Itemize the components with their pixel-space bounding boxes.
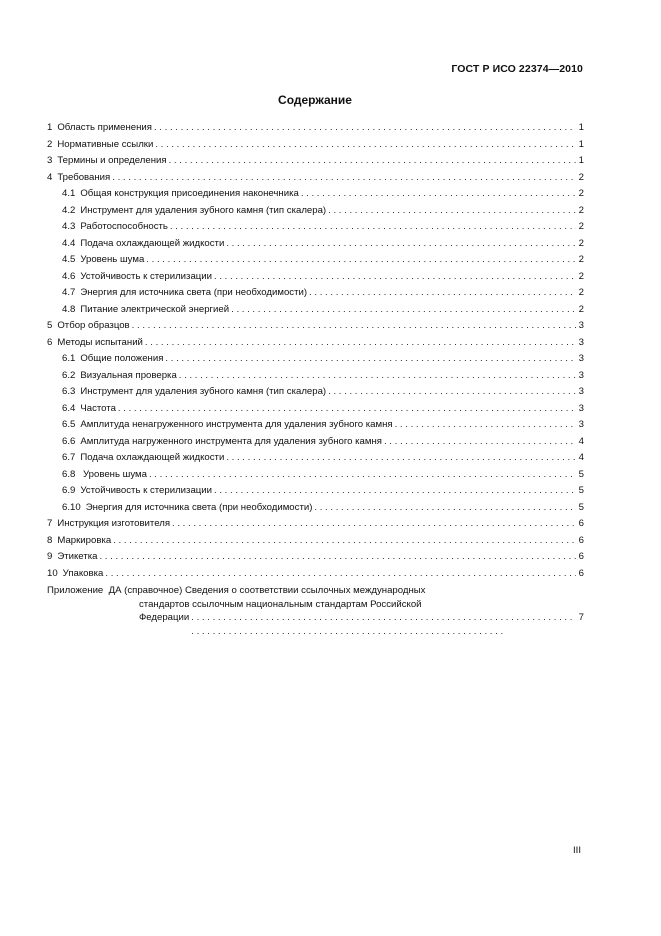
dot-leader bbox=[146, 252, 576, 269]
dot-leader bbox=[384, 434, 576, 451]
dot-leader bbox=[328, 203, 576, 220]
toc-entry-number: 1 bbox=[47, 122, 53, 133]
toc-entry-number: 4.6 bbox=[62, 270, 76, 282]
toc-entry-title: Устойчивость к стерилизации bbox=[80, 270, 212, 282]
dot-leader bbox=[214, 269, 576, 286]
toc-entry-number: 9 bbox=[47, 551, 53, 562]
toc-entry[interactable] bbox=[47, 203, 584, 220]
dot-leader bbox=[226, 236, 576, 253]
dot-leader bbox=[231, 302, 576, 319]
toc-entry-number: 4.3 bbox=[62, 221, 76, 232]
toc-entry-title: Визуальная проверка bbox=[80, 369, 177, 381]
dot-leader bbox=[170, 219, 576, 236]
toc-entry-title: Питание электрической энергией bbox=[80, 303, 230, 315]
toc-entry-page: 1 bbox=[578, 122, 584, 133]
toc-title: Содержание bbox=[278, 93, 352, 107]
toc-entry-page: 2 bbox=[578, 270, 584, 282]
dot-leader bbox=[165, 351, 576, 368]
toc-entry-page: 6 bbox=[578, 551, 584, 562]
toc-entry-number: 6.3 bbox=[62, 386, 76, 397]
toc-entry-page: 4 bbox=[578, 435, 584, 447]
dot-leader bbox=[309, 285, 576, 302]
toc-entry-page: 2 bbox=[578, 254, 584, 265]
dot-leader bbox=[395, 417, 576, 434]
toc-entry-title: Упаковка bbox=[62, 567, 104, 579]
dot-leader bbox=[179, 368, 576, 385]
dot-leader bbox=[113, 533, 576, 550]
toc-entry-page: 3 bbox=[578, 320, 584, 331]
dot-leader bbox=[154, 120, 576, 137]
toc-entry-page: 2 bbox=[578, 188, 584, 199]
toc-entry-page: 3 bbox=[578, 419, 584, 430]
toc-entry-page: 6 bbox=[578, 534, 584, 546]
toc-entry[interactable] bbox=[47, 120, 584, 137]
appendix-title-line: Приложение ДА (справочное) Сведения о соответствии ссылочных международных bbox=[47, 585, 426, 596]
toc-entry-page: 1 bbox=[578, 155, 584, 166]
toc-entry-page: 2 bbox=[578, 237, 584, 249]
toc-entry-number: 3 bbox=[47, 155, 53, 166]
appendix-title-line: стандартов ссылочным национальным стандартам Российской bbox=[139, 598, 422, 610]
toc-entry-number: 4.4 bbox=[62, 237, 76, 249]
toc-entry-title: Термины и определения bbox=[57, 155, 167, 166]
toc-entry-title: Отбор образцов bbox=[57, 320, 130, 331]
toc-entry[interactable] bbox=[47, 137, 584, 154]
toc-entry[interactable] bbox=[47, 450, 584, 467]
toc-entry-page: 2 bbox=[578, 171, 584, 183]
toc-entry[interactable] bbox=[47, 566, 584, 583]
appendix-title-last-line bbox=[47, 611, 584, 638]
toc-entry[interactable] bbox=[47, 401, 584, 418]
toc-entry-number: 5 bbox=[47, 320, 53, 331]
dot-leader bbox=[105, 566, 576, 583]
toc-entry-number: 6.8 bbox=[62, 468, 76, 480]
toc-entry-title: Инструмент для удаления зубного камня (тип скалера) bbox=[80, 204, 327, 216]
toc-entry[interactable] bbox=[47, 368, 584, 385]
toc-entry-page: 4 bbox=[578, 452, 584, 463]
toc-appendix-entry[interactable] bbox=[47, 584, 584, 638]
toc-entry[interactable] bbox=[47, 285, 584, 302]
toc-entry-title: Инструмент для удаления зубного камня (тип скалера) bbox=[80, 386, 327, 397]
toc-entry[interactable] bbox=[47, 236, 584, 253]
toc-entry-page: 2 bbox=[578, 221, 584, 232]
toc-entry-title: Амплитуда нагруженного инструмента для удаления зубного камня bbox=[80, 435, 382, 447]
toc-entry[interactable] bbox=[47, 533, 584, 550]
toc-entry-number: 4.7 bbox=[62, 287, 76, 298]
toc-entry[interactable] bbox=[47, 186, 584, 203]
toc-entry-title: Уровень шума bbox=[80, 254, 145, 265]
dot-leader bbox=[169, 153, 576, 170]
toc-entry-page: 5 bbox=[578, 485, 584, 496]
toc-entry[interactable] bbox=[47, 302, 584, 319]
toc-entry[interactable] bbox=[47, 351, 584, 368]
toc-entry-title: Нормативные ссылки bbox=[57, 138, 154, 150]
toc-entry-title: Частота bbox=[80, 402, 116, 414]
toc-entry-number: 6.6 bbox=[62, 435, 76, 447]
toc-entry-number: 6 bbox=[47, 336, 53, 348]
toc-entry-title: Устойчивость к стерилизации bbox=[80, 485, 212, 496]
toc-entry[interactable] bbox=[47, 153, 584, 170]
dot-leader bbox=[214, 483, 576, 500]
toc-entry-page: 2 bbox=[578, 204, 584, 216]
toc-entry-title: Энергия для источника света (при необходимости) bbox=[80, 287, 308, 298]
document-code: ГОСТ Р ИСО 22374—2010 bbox=[451, 63, 583, 75]
toc-entry[interactable] bbox=[47, 483, 584, 500]
appendix-title-line: Федерации bbox=[139, 612, 190, 623]
dot-leader bbox=[328, 384, 576, 401]
toc-entry-title: Подача охлаждающей жидкости bbox=[80, 452, 225, 463]
toc-entry[interactable] bbox=[47, 434, 584, 451]
toc-entry-number: 4.8 bbox=[62, 303, 76, 315]
toc-entry-page: 3 bbox=[578, 369, 584, 381]
toc-entry-page: 3 bbox=[578, 386, 584, 397]
toc-entry-number: 6.1 bbox=[62, 353, 76, 364]
dot-leader bbox=[314, 500, 576, 517]
toc-entry[interactable] bbox=[47, 500, 584, 517]
toc-entry-number: 4.5 bbox=[62, 254, 76, 265]
toc-entry-title: Этикетка bbox=[57, 551, 98, 562]
toc-entry[interactable] bbox=[47, 219, 584, 236]
toc-entry-title: Общие положения bbox=[80, 353, 164, 364]
toc-entry[interactable] bbox=[47, 384, 584, 401]
toc-entry-title: Область применения bbox=[57, 122, 152, 133]
toc-entry-title: Инструкция изготовителя bbox=[57, 518, 171, 529]
toc-entry-page: 6 bbox=[578, 567, 584, 579]
toc-entry[interactable] bbox=[47, 269, 584, 286]
toc-entry-title: Требования bbox=[57, 171, 111, 183]
toc-entry-page: 3 bbox=[578, 336, 584, 348]
toc-entry-number: 6.10 bbox=[62, 501, 81, 513]
toc-entry-page: 2 bbox=[578, 287, 584, 298]
toc-entry[interactable] bbox=[47, 467, 584, 484]
dot-leader bbox=[99, 549, 576, 566]
toc-entry-number: 2 bbox=[47, 138, 53, 150]
page-number: III bbox=[573, 845, 581, 856]
toc-entry[interactable] bbox=[47, 335, 584, 352]
toc-entry-number: 6.5 bbox=[62, 419, 76, 430]
toc-entry-page: 3 bbox=[578, 402, 584, 414]
toc-entry[interactable] bbox=[47, 252, 584, 269]
toc-entry-number: 4.1 bbox=[62, 188, 76, 199]
toc-entry-page: 1 bbox=[578, 138, 584, 150]
dot-leader bbox=[112, 170, 576, 187]
toc-entry[interactable] bbox=[47, 417, 584, 434]
toc-entry-page: 6 bbox=[578, 518, 584, 529]
toc-entry-page: 2 bbox=[578, 303, 584, 315]
toc-entry-title: Энергия для источника света (при необходимости) bbox=[85, 501, 313, 513]
dot-leader bbox=[118, 401, 576, 418]
toc-entry-title: Подача охлаждающей жидкости bbox=[80, 237, 225, 249]
toc-entry-title: Уровень шума bbox=[80, 468, 147, 480]
dot-leader bbox=[226, 450, 576, 467]
dot-leader bbox=[145, 335, 576, 352]
toc-entry-title: Работоспособность bbox=[80, 221, 168, 232]
toc-entry[interactable] bbox=[47, 549, 584, 566]
dot-leader bbox=[149, 467, 576, 484]
toc-entry-number: 4 bbox=[47, 171, 53, 183]
toc-entry-number: 10 bbox=[47, 567, 58, 579]
toc-entry-page: 3 bbox=[578, 353, 584, 364]
toc-entry-number: 6.7 bbox=[62, 452, 76, 463]
toc-entry-number: 6.4 bbox=[62, 402, 76, 414]
toc-entry-page: 5 bbox=[578, 501, 584, 513]
toc-entry[interactable] bbox=[47, 318, 584, 335]
table-of-contents bbox=[47, 120, 584, 638]
appendix-page: 7 bbox=[578, 612, 584, 623]
toc-entry-number: 6.9 bbox=[62, 485, 76, 496]
toc-entry-title: Маркировка bbox=[57, 534, 112, 546]
dot-leader bbox=[155, 137, 576, 154]
toc-entry[interactable] bbox=[47, 170, 584, 187]
toc-entry-number: 7 bbox=[47, 518, 53, 529]
dot-leader bbox=[172, 516, 576, 533]
toc-entry-title: Общая конструкция присоединения наконечника bbox=[80, 188, 299, 199]
toc-entry-number: 6.2 bbox=[62, 369, 76, 381]
toc-entry-page: 5 bbox=[578, 468, 584, 480]
dot-leader bbox=[191, 611, 576, 638]
dot-leader bbox=[301, 186, 576, 203]
toc-entry-title: Методы испытаний bbox=[57, 336, 143, 348]
toc-entry[interactable] bbox=[47, 516, 584, 533]
toc-entry-number: 4.2 bbox=[62, 204, 76, 216]
dot-leader bbox=[132, 318, 576, 335]
toc-entry-number: 8 bbox=[47, 534, 53, 546]
toc-entry-title: Амплитуда ненагруженного инструмента для удаления зубного камня bbox=[80, 419, 393, 430]
